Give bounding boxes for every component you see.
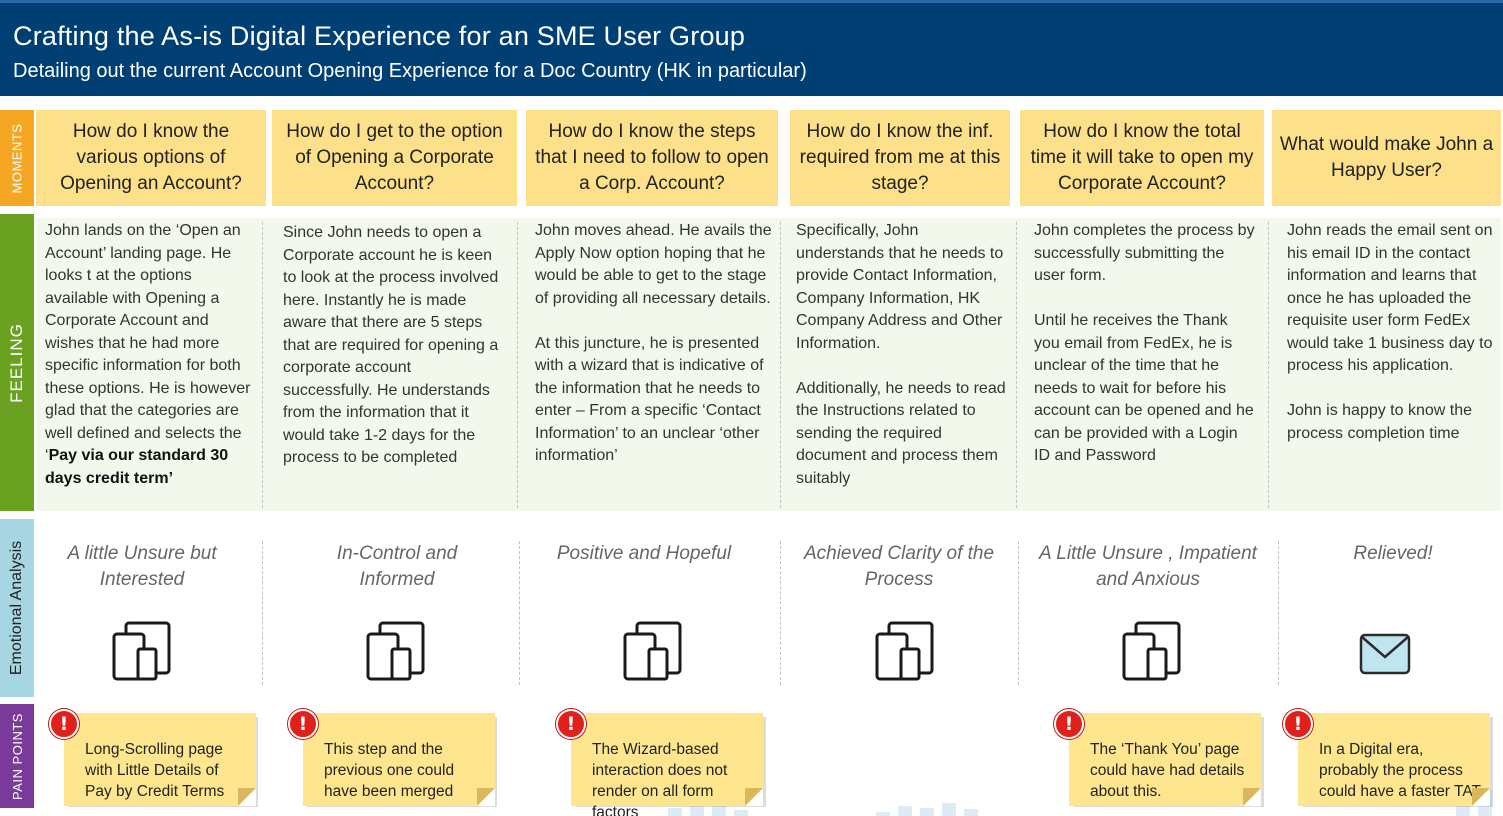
- moment-card-6: What would make John a Happy User?: [1272, 110, 1501, 206]
- decorative-bar: [712, 806, 726, 816]
- feeling-text-1-bold: Pay via our standard 30 days credit term’: [45, 447, 229, 487]
- header-banner: [0, 0, 1503, 96]
- pain-point-note-3: The Wizard-based interaction does not render on all form factors: [571, 713, 763, 806]
- decorative-bar: [898, 806, 912, 816]
- row-label-pain-points: PAIN POINTS: [0, 704, 34, 808]
- moment-card-2: How do I get to the option of Opening a Corporate Account?: [272, 110, 517, 206]
- emotion-label-3: Positive and Hopeful: [556, 543, 732, 564]
- feeling-text-2: Since John needs to open a Corporate account he is keen to look at the process involved here. Instantly he is made aware that there are 5 steps that are required for opening a corporate account successfully. He understands from the information that it would take 1-2 days for the process to be completed: [283, 224, 499, 466]
- column-divider: [1278, 541, 1279, 685]
- decorative-bar: [668, 808, 682, 816]
- column-divider: [780, 222, 781, 508]
- pain-point-note-1: Long-Scrolling page with Little Details of Pay by Credit Terms: [64, 713, 256, 806]
- pain-point-note-2: This step and the previous one could have been merged: [303, 713, 495, 806]
- moment-card-3: How do I know the steps that I need to follow to open a Corp. Account?: [526, 110, 778, 206]
- decorative-bar: [920, 808, 934, 816]
- feeling-text-5: John completes the process by successfully submitting the user form. Until he receives the Thank you email from FedEx, he is unclear of the time that he needs to wait for before his account can be opened and he can be provided with a Login ID and Password: [1034, 222, 1255, 464]
- decorative-bar: [876, 812, 890, 816]
- alert-icon: !: [1054, 709, 1084, 739]
- pain-point-note-5: In a Digital era, probably the process could have a faster TAT: [1298, 713, 1490, 806]
- column-divider: [1018, 541, 1019, 685]
- row-label-feeling: FEELING: [0, 214, 34, 511]
- column-divider: [519, 541, 520, 685]
- feeling-text-3: John moves ahead. He avails the Apply Now option hoping that he would be able to get to the stage of providing all necessary details. At this juncture, he is presented with a wizard that is indicative of the information that he needs to enter – From a specific ‘Contact Information’ to an unclear ‘other information’: [535, 222, 772, 464]
- row-label-moments: MOMENTS: [0, 110, 34, 206]
- row-label-emotional-analysis: Emotional Analysis: [0, 519, 34, 697]
- column-divider: [517, 222, 518, 508]
- emotion-label-5: A Little Unsure , Impatient and Anxious: [1039, 543, 1257, 590]
- moment-card-1: How do I know the various options of Opening an Account?: [36, 110, 266, 206]
- decorative-bar: [964, 809, 978, 816]
- column-divider: [262, 541, 263, 685]
- column-divider: [1016, 222, 1017, 508]
- moment-card-4: How do I know the inf. required from me at this stage?: [790, 110, 1010, 206]
- alert-icon: !: [1283, 709, 1313, 739]
- feeling-text-1: John lands on the ‘Open an Account’ landing page. He looks t at the options available with Opening a Corporate Account and wishes that he had more specific information for both these options. He is however glad that the categories are well defined and selects the ‘Pay via our standard 30 days credit term’: [45, 222, 251, 487]
- envelope-icon: [1359, 633, 1411, 675]
- devices-icon: [364, 620, 426, 682]
- devices-icon: [621, 620, 683, 682]
- column-divider: [1268, 222, 1269, 508]
- devices-icon: [1120, 620, 1182, 682]
- decorative-bar: [734, 810, 748, 816]
- alert-icon: !: [556, 709, 586, 739]
- emotion-row-background: [36, 520, 1501, 698]
- emotion-label-1: A little Unsure but Interested: [67, 543, 217, 590]
- moment-card-5: How do I know the total time it will take to open my Corporate Account?: [1020, 110, 1264, 206]
- emotion-label-2: In-Control and Informed: [336, 543, 458, 590]
- decorative-bar: [942, 803, 956, 816]
- feeling-text-4: Specifically, John understands that he needs to provide Contact Information, Company Information, HK Company Address and Other Information. Additionally, he needs to read the Instructions related to sending the required document and process them suitably: [796, 222, 1006, 487]
- pain-point-note-4: The ‘Thank You’ page could have had details about this.: [1069, 713, 1261, 806]
- feeling-text-6: John reads the email sent on his email ID in the contact information and learns that once he has uploaded the requisite user form FedEx would take 1 business day to process his application. John is happy to know the process completion time: [1287, 222, 1493, 442]
- alert-icon: !: [288, 709, 318, 739]
- column-divider: [262, 222, 263, 508]
- page-subtitle: Detailing out the current Account Opening Experience for a Doc Country (HK in particular): [13, 60, 807, 82]
- column-divider: [780, 541, 781, 685]
- devices-icon: [110, 620, 172, 682]
- page-title: Crafting the As-is Digital Experience for an SME User Group: [13, 21, 746, 51]
- emotion-label-6: Relieved!: [1353, 543, 1433, 564]
- emotion-label-4: Achieved Clarity of the Process: [803, 543, 995, 590]
- devices-icon: [873, 620, 935, 682]
- alert-icon: !: [49, 709, 79, 739]
